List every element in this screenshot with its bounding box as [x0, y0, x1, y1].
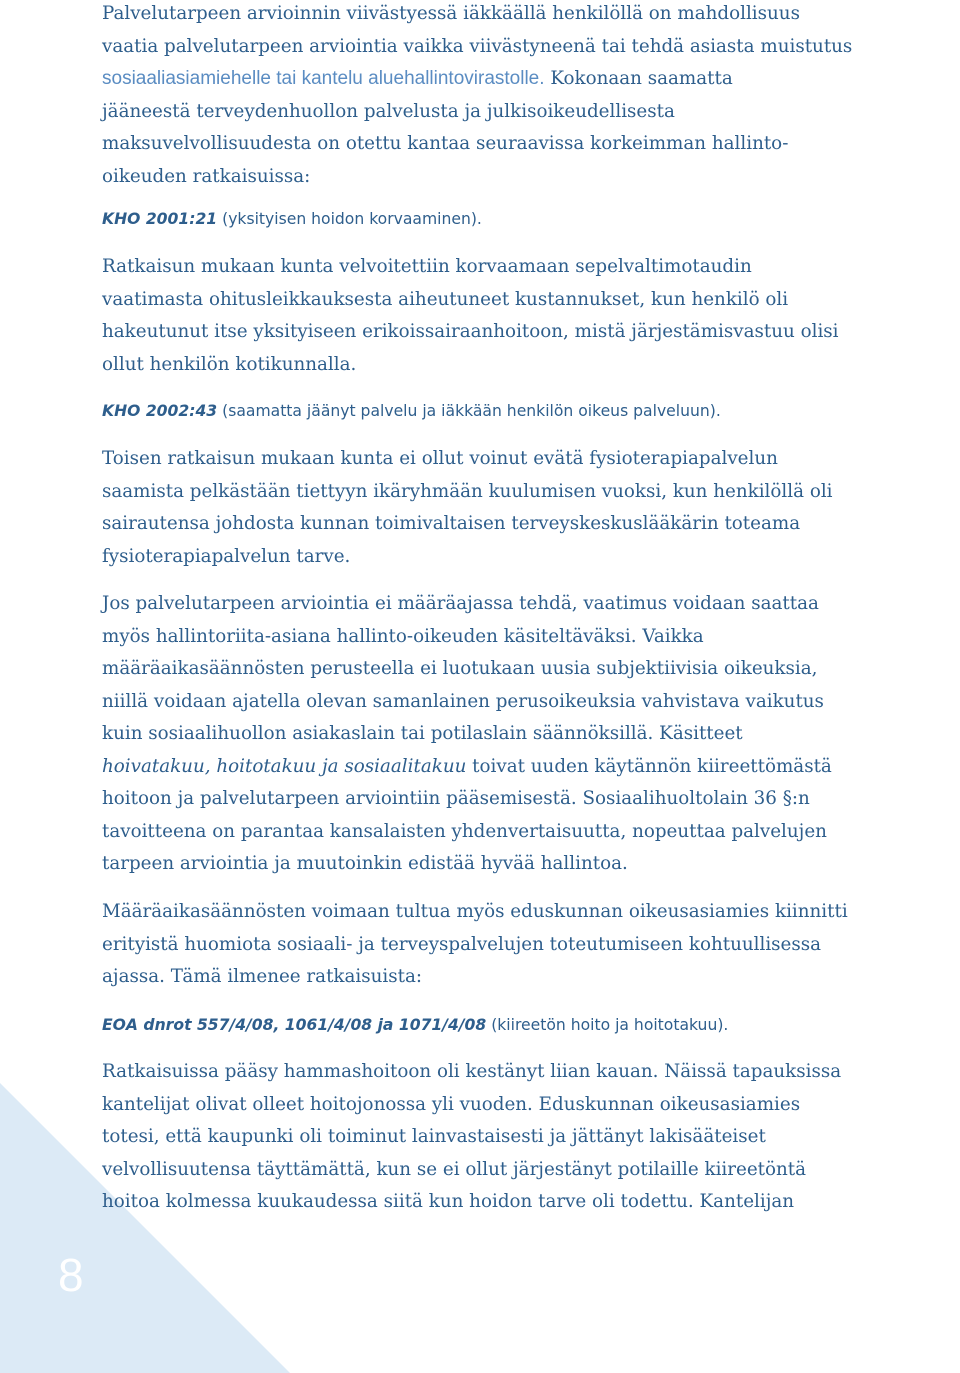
emphasized-terms: hoivatakuu, hoitotakuu ja sosiaalitakuu [102, 755, 467, 777]
text-line: myös hallintoriita-asiana hallinto-oikeuden käsiteltäväksi. Vaikka [102, 625, 704, 647]
text-line: Ratkaisun mukaan kunta velvoitettiin korvaamaan sepelvaltimotaudin [102, 256, 752, 277]
text-line: maksuvelvollisuudesta on otettu kantaa seuraavissa korkeimman hallinto- [102, 133, 789, 154]
text-line: vaatimasta ohitusleikkauksesta aiheutuneet kustannukset, kun henkilö oli [102, 288, 789, 310]
text-line: hoitoon ja palvelutarpeen arviointiin pääsemisestä. Sosiaalihuoltolain 36 §:n [102, 788, 810, 809]
page-number: 8 [58, 1249, 84, 1301]
text-line: erityistä huomiota sosiaali- ja terveyspalvelujen toteutumiseen kohtuullisessa [102, 933, 822, 955]
text-line: Toisen ratkaisun mukaan kunta ei ollut voinut evätä fysioterapiapalvelun [102, 448, 778, 469]
text-line [102, 63, 852, 96]
text-line: kuin sosiaalihuollon asiakaslain tai potilaslain säännöksillä. Käsitteet [102, 723, 743, 744]
paragraph-1 [102, 0, 852, 193]
text-line: jääneestä terveydenhuollon palvelusta ja julkisoikeudellisesta [102, 100, 675, 122]
text-line: velvollisuutensa täyttämättä, kun se ei ollut järjestänyt potilaille kiireetöntä [102, 1158, 807, 1180]
text-line: tarpeen arviointia ja muutoinkin edistää hyvää hallintoa. [102, 853, 628, 874]
case-id: KHO 2001:21 [102, 210, 218, 228]
text-line: hakeutunut itse yksityiseen erikoissairaanhoitoon, mistä järjestämisvastuu olisi [102, 321, 839, 342]
paragraph-4 [102, 588, 832, 881]
text-line: sairautensa johdosta kunnan toimivaltaisen terveyskeskuslääkärin toteama [102, 513, 801, 534]
text-line: tavoitteena on parantaa kansalaisten yhdenvertaisuutta, nopeuttaa palvelujen [102, 820, 827, 842]
text-line: totesi, että kaupunki oli toiminut lainvastaisesti ja jättänyt lakisääteiset [102, 1126, 766, 1147]
text-line: ollut henkilön kotikunnalla. [102, 353, 357, 375]
paragraph-5 [102, 896, 848, 994]
text-line: Jos palvelutarpeen arviointia ei määräajassa tehdä, vaatimus voidaan saattaa [102, 593, 819, 614]
case-id: KHO 2002:43 [102, 402, 218, 420]
case-description: (saamatta jäänyt palvelu ja iäkkään henkilön oikeus palveluun). [222, 402, 721, 420]
case-reference [102, 397, 721, 425]
case-reference [102, 1011, 728, 1039]
paragraph-3 [102, 443, 833, 573]
paragraph-6 [102, 1056, 841, 1219]
text-line: fysioterapiapalvelun tarve. [102, 545, 351, 567]
text-line: oikeuden ratkaisuissa: [102, 165, 311, 187]
text-span: toivat uuden käytännön kiireettömästä [466, 755, 832, 777]
text-line: saamista pelkästään tiettyyn ikäryhmään kuulumisen vuoksi, kun henkilöllä oli [102, 480, 833, 502]
paragraph-2 [102, 251, 839, 381]
text-line: vaatia palvelutarpeen arviointia vaikka viivästyneenä tai tehdä asiasta muistutus [102, 35, 853, 57]
text-span: sosiaaliasiamiehelle tai kantelu aluehallintovirastolle. [102, 68, 545, 89]
text-line: Määräaikasäännösten voimaan tultua myös eduskunnan oikeusasiamies kiinnitti [102, 901, 848, 922]
text-line: ajassa. Tämä ilmenee ratkaisuista: [102, 966, 423, 987]
text-span: Kokonaan saamatta [550, 68, 733, 89]
text-line: Palvelutarpeen arvioinnin viivästyessä iäkkäällä henkilöllä on mahdollisuus [102, 3, 800, 24]
text-line: hoitoa kolmessa kuukaudessa siitä kun hoidon tarve oli todettu. Kantelijan [102, 1191, 795, 1212]
text-line: määräaikasäännösten perusteella ei luotukaan uusia subjektiivisia oikeuksia, [102, 658, 818, 679]
text-line: niillä voidaan ajatella olevan samanlainen perusoikeuksia vahvistava vaikutus [102, 690, 824, 712]
text-line [102, 751, 832, 784]
text-line: Ratkaisuissa pääsy hammashoitoon oli kestänyt liian kauan. Näissä tapauksissa [102, 1061, 842, 1082]
text-line: kantelijat olivat olleet hoitojonossa yli vuoden. Eduskunnan oikeusasiamies [102, 1093, 801, 1115]
case-description: (yksityisen hoidon korvaaminen). [222, 210, 482, 228]
case-description: (kiireetön hoito ja hoitotakuu). [491, 1016, 729, 1034]
case-reference [102, 205, 482, 233]
case-id: EOA dnrot 557/4/08, 1061/4/08 ja 1071/4/08 [102, 1016, 487, 1034]
